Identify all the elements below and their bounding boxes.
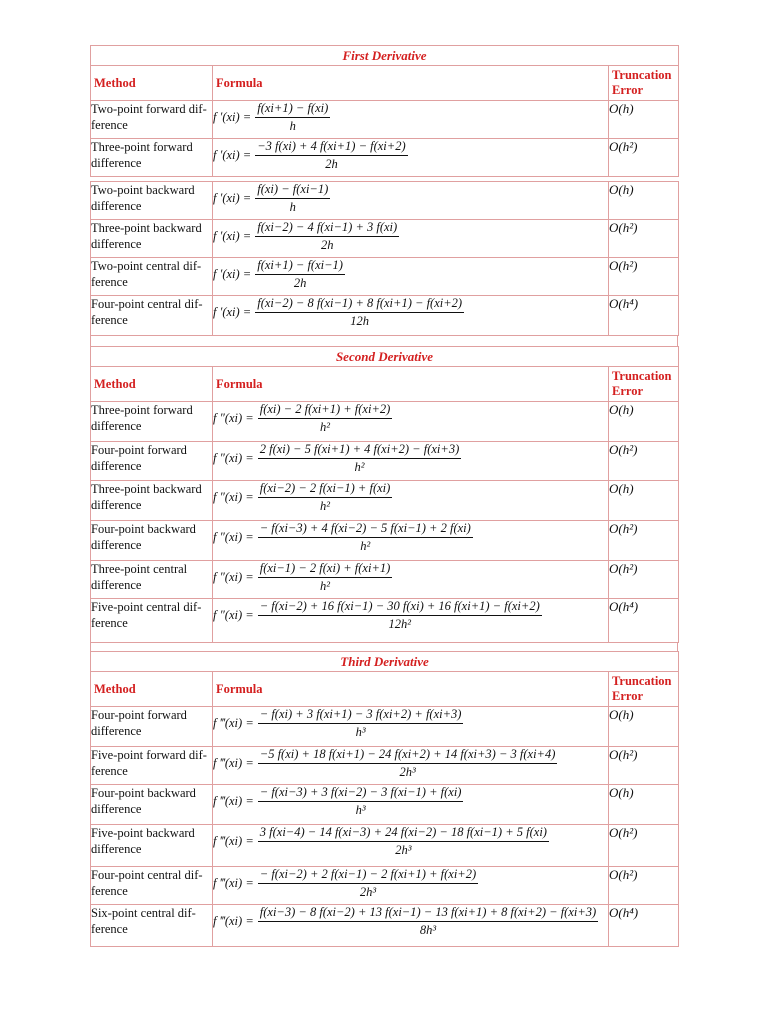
section-title: Third Derivative [91,652,679,672]
section-title-row [91,652,679,672]
equation-lhs: f ″(xi) = [213,411,254,425]
fraction [258,442,462,475]
equation-lhs: f ‴(xi) = [213,914,254,928]
formula-cell [213,521,609,561]
formula-row [91,561,679,599]
truncation-error-cell: O(h²) [609,442,679,481]
denominator: 2h³ [399,765,416,779]
numerator: 2 f(xi) − 5 f(xi+1) + 4 f(xi+2) − f(xi+3) [258,442,462,459]
equation [213,707,608,740]
numerator: f(xi) − 2 f(xi+1) + f(xi+2) [258,402,393,419]
formula-cell [213,101,609,139]
fraction [258,521,473,554]
equation-lhs: f ′(xi) = [213,148,252,162]
equation-lhs: f ‴(xi) = [213,794,254,808]
formula-table [90,651,679,947]
method-cell: Five-point forward dif-ference [91,747,213,785]
formula-cell [213,139,609,177]
method-cell: Three-point backward difference [91,481,213,521]
formula-cell [213,825,609,867]
formula-cell [213,296,609,336]
equation-lhs: f ‴(xi) = [213,716,254,730]
method-cell: Four-point central dif-ference [91,296,213,336]
numerator: f(xi−3) − 8 f(xi−2) + 13 f(xi−1) − 13 f(xi+1) + 8 f(xi+2) − f(xi+3) [258,905,598,922]
equation-lhs: f ‴(xi) = [213,834,254,848]
formula-row [91,785,679,825]
formula-row [91,747,679,785]
equation-lhs: f ″(xi) = [213,451,254,465]
formula-header: Formula [213,66,609,101]
denominator: 12h² [388,617,411,631]
method-cell: Five-point backward difference [91,825,213,867]
formula-row [91,139,679,177]
formula-row [91,521,679,561]
equation-lhs: f ′(xi) = [213,110,252,124]
formula-row [91,101,679,139]
fraction [258,905,598,938]
equation [213,599,608,632]
denominator: h² [320,579,330,593]
formula-row [91,182,679,220]
equation-lhs: f ″(xi) = [213,608,254,622]
formula-cell [213,747,609,785]
method-cell: Three-point backward difference [91,220,213,258]
truncation-error-cell: O(h²) [609,139,679,177]
denominator: h³ [355,803,366,817]
equation-lhs: f ″(xi) = [213,570,254,584]
section-title-row [91,347,679,367]
numerator: − f(xi−3) + 3 f(xi−2) − 3 f(xi−1) + f(xi) [258,785,464,802]
fraction [258,561,393,594]
method-cell: Four-point backward difference [91,521,213,561]
formula-table [90,45,679,177]
formula-cell [213,785,609,825]
formula-cell [213,481,609,521]
fraction [258,481,393,514]
equation [213,867,608,900]
numerator: −5 f(xi) + 18 f(xi+1) − 24 f(xi+2) + 14 f(xi+3) − 3 f(xi+4) [258,747,558,764]
equation-lhs: f ‴(xi) = [213,756,254,770]
truncation-error-cell: O(h²) [609,825,679,867]
numerator: − f(xi) + 3 f(xi+1) − 3 f(xi+2) + f(xi+3) [258,707,464,724]
formula-row [91,402,679,442]
denominator: h² [320,499,330,513]
method-cell: Four-point forward difference [91,707,213,747]
equation [213,139,608,172]
numerator: f(xi) − f(xi−1) [255,182,330,199]
denominator: 2h³ [359,885,377,899]
method-header: Method [91,66,213,101]
denominator: 12h [350,314,370,328]
fraction [255,182,330,215]
formula-table [90,346,679,643]
formula-cell [213,867,609,905]
equation [213,258,608,291]
fraction [255,220,399,253]
numerator: − f(xi−3) + 4 f(xi−2) − 5 f(xi−1) + 2 f(xi) [258,521,473,538]
denominator: h² [360,539,371,553]
truncation-error-cell: O(h) [609,182,679,220]
fraction [255,296,464,329]
equation [213,825,608,858]
table-gap [90,643,678,651]
truncation-error-cell: O(h) [609,707,679,747]
formula-row [91,707,679,747]
denominator: h [289,200,296,214]
truncation-error-cell: O(h) [609,402,679,442]
equation [213,220,608,253]
equation [213,561,608,594]
equation-lhs: f ′(xi) = [213,267,252,281]
formula-row [91,258,679,296]
fraction [258,785,464,818]
equation [213,296,608,329]
section-title-row [91,46,679,66]
equation [213,747,608,780]
truncation-error-cell: O(h) [609,785,679,825]
equation [213,442,608,475]
fraction [258,402,393,435]
formula-row [91,296,679,336]
truncation-error-cell: O(h⁴) [609,296,679,336]
equation [213,481,608,514]
section-title: Second Derivative [91,347,679,367]
formula-row [91,905,679,947]
numerator: − f(xi−2) + 16 f(xi−1) − 30 f(xi) + 16 f(xi+1) − f(xi+2) [258,599,542,616]
equation-lhs: f ″(xi) = [213,490,254,504]
denominator: 2h [320,238,334,252]
denominator: 2h [325,157,338,171]
method-cell: Four-point central dif-ference [91,867,213,905]
equation-lhs: f ′(xi) = [213,229,252,243]
truncation-error-header: Truncation Error [609,672,679,707]
method-cell: Two-point backward difference [91,182,213,220]
formula-row [91,220,679,258]
truncation-error-cell: O(h) [609,101,679,139]
denominator: 2h [293,276,307,290]
fraction [255,101,330,134]
truncation-error-cell: O(h²) [609,561,679,599]
truncation-error-cell: O(h²) [609,220,679,258]
column-header-row [91,367,679,402]
numerator: f(xi+1) − f(xi−1) [255,258,345,275]
method-header: Method [91,367,213,402]
truncation-error-cell: O(h) [609,481,679,521]
equation-lhs: f ′(xi) = [213,191,252,205]
denominator: h² [354,460,365,474]
formula-header: Formula [213,367,609,402]
numerator: f(xi+1) − f(xi) [255,101,330,118]
fraction [258,599,542,632]
numerator: f(xi−2) − 2 f(xi−1) + f(xi) [258,481,393,498]
method-cell: Four-point forward difference [91,442,213,481]
equation [213,402,608,435]
formula-row [91,599,679,643]
equation [213,521,608,554]
derivative-formula-sheet [90,45,678,947]
formula-cell [213,599,609,643]
formula-row [91,481,679,521]
formula-cell [213,905,609,947]
method-cell: Three-point forward difference [91,402,213,442]
denominator: 2h³ [395,843,412,857]
formula-cell [213,402,609,442]
fraction [255,139,407,172]
formula-cell [213,220,609,258]
section-title: First Derivative [91,46,679,66]
numerator: f(xi−1) − 2 f(xi) + f(xi+1) [258,561,393,578]
denominator: 8h³ [419,923,437,937]
fraction [258,747,558,780]
numerator: f(xi−2) − 8 f(xi−1) + 8 f(xi+1) − f(xi+2) [255,296,464,313]
truncation-error-cell: O(h²) [609,521,679,561]
formula-table [90,181,679,336]
equation [213,182,608,215]
equation-lhs: f ′(xi) = [213,305,252,319]
method-cell: Four-point backward difference [91,785,213,825]
denominator: h [289,119,296,133]
truncation-error-cell: O(h⁴) [609,599,679,643]
fraction [258,867,478,900]
column-header-row [91,66,679,101]
formula-row [91,867,679,905]
method-cell: Three-point forward difference [91,139,213,177]
method-cell: Three-point central difference [91,561,213,599]
truncation-error-header: Truncation Error [609,367,679,402]
formula-cell [213,442,609,481]
truncation-error-cell: O(h²) [609,747,679,785]
numerator: − f(xi−2) + 2 f(xi−1) − 2 f(xi+1) + f(xi+2) [258,867,478,884]
truncation-error-header: Truncation Error [609,66,679,101]
truncation-error-cell: O(h²) [609,867,679,905]
method-cell: Two-point central dif-ference [91,258,213,296]
table-gap [90,336,678,346]
formula-cell [213,182,609,220]
fraction [258,707,464,740]
method-cell: Five-point central dif-ference [91,599,213,643]
method-header: Method [91,672,213,707]
truncation-error-cell: O(h²) [609,258,679,296]
method-cell: Two-point forward dif-ference [91,101,213,139]
equation [213,905,608,938]
truncation-error-cell: O(h⁴) [609,905,679,947]
equation-lhs: f ″(xi) = [213,530,254,544]
fraction [255,258,345,291]
numerator: −3 f(xi) + 4 f(xi+1) − f(xi+2) [255,139,407,156]
formula-row [91,825,679,867]
numerator: 3 f(xi−4) − 14 f(xi−3) + 24 f(xi−2) − 18 f(xi−1) + 5 f(xi) [258,825,549,842]
equation-lhs: f ‴(xi) = [213,876,254,890]
equation [213,785,608,818]
denominator: h² [320,420,330,434]
formula-row [91,442,679,481]
denominator: h³ [355,725,366,739]
method-cell: Six-point central dif-ference [91,905,213,947]
formula-cell [213,561,609,599]
equation [213,101,608,134]
formula-header: Formula [213,672,609,707]
numerator: f(xi−2) − 4 f(xi−1) + 3 f(xi) [255,220,399,237]
fraction [258,825,549,858]
formula-cell [213,707,609,747]
formula-cell [213,258,609,296]
column-header-row [91,672,679,707]
